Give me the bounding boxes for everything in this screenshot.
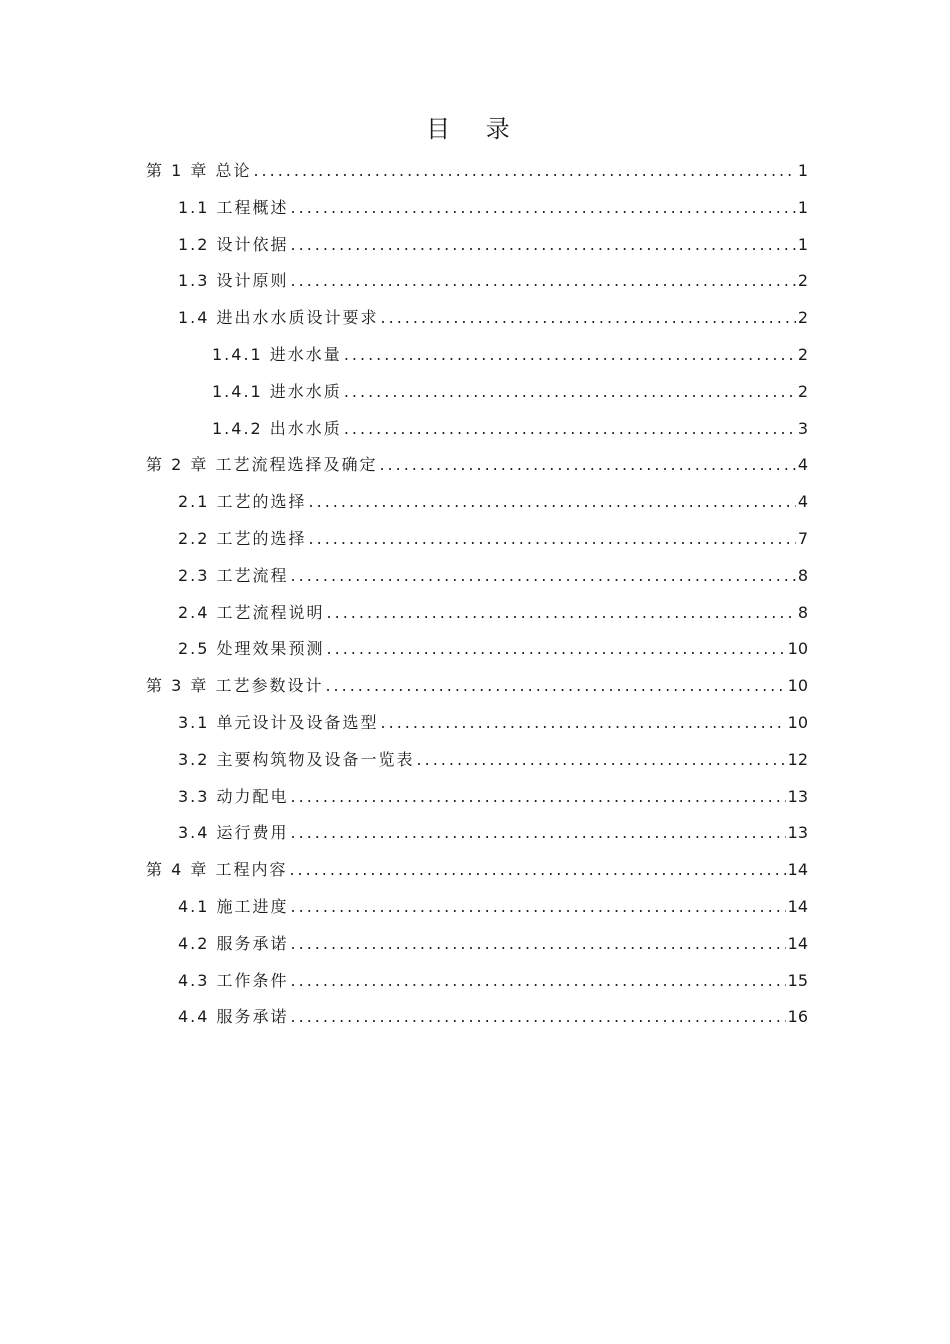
toc-subsection-entry[interactable] [212,377,808,407]
toc-entry-label: 2.5 处理效果预测 [178,639,325,659]
toc-section-entry[interactable] [178,634,808,664]
toc-page-number: 10 [787,676,808,696]
toc-entry-label: 第 4 章 工程内容 [146,860,288,880]
toc-title: 目 录 [426,115,524,143]
toc-dot-leader [253,156,795,186]
toc-section-entry[interactable] [178,598,808,628]
toc-entry-label: 1.1 工程概述 [178,197,289,217]
toc-entry-label: 1.4 进出水水质设计要求 [178,308,379,328]
toc-dot-leader [291,782,786,812]
toc-page-number: 3 [797,418,808,438]
toc-section-entry[interactable] [178,1002,808,1032]
toc-page-number: 10 [787,639,808,659]
toc-section-entry[interactable] [178,230,808,260]
toc-dot-leader [325,671,785,701]
toc-entry-label: 1.4.1 进水水量 [212,345,342,364]
toc-entry-label: 2.4 工艺流程说明 [178,602,325,622]
toc-page-number: 15 [787,970,808,990]
toc-section-entry[interactable] [178,266,808,296]
toc-dot-leader [381,303,796,333]
toc-dot-leader [291,892,786,922]
toc-dot-leader [344,340,796,370]
toc-page-number: 2 [797,271,808,291]
toc-page-number: 4 [797,492,808,512]
toc-entry-label: 3.1 单元设计及设备选型 [178,713,379,732]
toc-entry-label: 2.3 工艺流程 [178,565,289,585]
toc-page-number: 14 [787,933,808,953]
toc-page-number: 2 [797,308,808,328]
toc-page-number: 1 [797,234,808,254]
toc-dot-leader [291,966,786,996]
toc-entry-label: 第 3 章 工艺参数设计 [146,676,324,696]
toc-page-number: 1 [797,197,808,217]
toc-dot-leader [291,193,796,223]
toc-entry-label: 4.4 服务承诺 [178,1007,289,1027]
toc-dot-leader [291,230,796,260]
toc-dot-leader [309,487,796,517]
toc-page-number: 16 [787,1007,808,1027]
toc-page-number: 7 [797,529,808,548]
toc-section-entry[interactable] [178,303,808,333]
toc-page-number: 4 [797,455,808,475]
toc-section-entry[interactable] [178,892,808,922]
toc-section-entry[interactable] [178,487,808,517]
toc-page-number: 8 [797,565,808,585]
toc-section-entry[interactable] [178,782,808,812]
toc-dot-leader [291,561,796,591]
toc-section-entry[interactable] [178,818,808,848]
toc-subsection-entry[interactable] [212,414,808,444]
toc-page-number: 13 [787,786,808,806]
toc-entry-label: 2.1 工艺的选择 [178,492,307,512]
toc-dot-leader [379,450,795,480]
toc-section-entry[interactable] [178,966,808,996]
toc-page-number: 2 [797,345,808,364]
toc-entry-label: 1.4.2 出水水质 [212,418,342,438]
toc-section-entry[interactable] [178,561,808,591]
toc-section-entry[interactable] [178,193,808,223]
toc-page-number: 1 [797,161,808,180]
toc-page-number: 2 [797,381,808,401]
toc-subsection-entry[interactable] [212,340,808,370]
toc-page-number: 14 [787,897,808,916]
toc-entry-label: 3.2 主要构筑物及设备一览表 [178,749,415,769]
toc-dot-leader [344,414,796,444]
toc-entry-label: 第 2 章 工艺流程选择及确定 [146,455,378,475]
toc-section-entry[interactable] [178,524,808,554]
toc-entry-label: 4.2 服务承诺 [178,933,289,953]
toc-dot-leader [291,818,786,848]
toc-page-number: 12 [787,749,808,769]
toc-page-number: 13 [787,823,808,843]
toc-entry-label: 4.3 工作条件 [178,970,289,990]
toc-entry-label: 3.3 动力配电 [178,786,289,806]
toc-entry-label: 1.4.1 进水水质 [212,381,342,401]
toc-dot-leader [309,524,796,554]
toc-entry-label: 2.2 工艺的选择 [178,529,307,548]
toc-dot-leader [291,929,786,959]
toc-section-entry[interactable] [178,745,808,775]
toc-dot-leader [417,745,786,775]
toc-chapter-entry[interactable] [146,450,808,480]
toc-section-entry[interactable] [178,929,808,959]
toc-dot-leader [344,377,796,407]
toc-entry-label: 1.3 设计原则 [178,271,289,291]
toc-entry-label: 3.4 运行费用 [178,823,289,843]
toc-dot-leader [327,598,796,628]
toc-entry-label: 第 1 章 总论 [146,161,252,180]
toc-chapter-entry[interactable] [146,855,808,885]
toc-page-number: 14 [787,860,808,880]
toc-dot-leader [381,708,786,738]
toc-section-entry[interactable] [178,708,808,738]
toc-page-number: 8 [797,602,808,622]
toc-page-number: 10 [787,713,808,732]
toc-dot-leader [291,1002,786,1032]
toc-dot-leader [327,634,786,664]
toc-dot-leader [291,266,796,296]
toc-dot-leader [289,855,785,885]
toc-entry-label: 1.2 设计依据 [178,234,289,254]
toc-entry-label: 4.1 施工进度 [178,897,289,916]
toc-chapter-entry[interactable] [146,671,808,701]
toc-chapter-entry[interactable] [146,156,808,186]
